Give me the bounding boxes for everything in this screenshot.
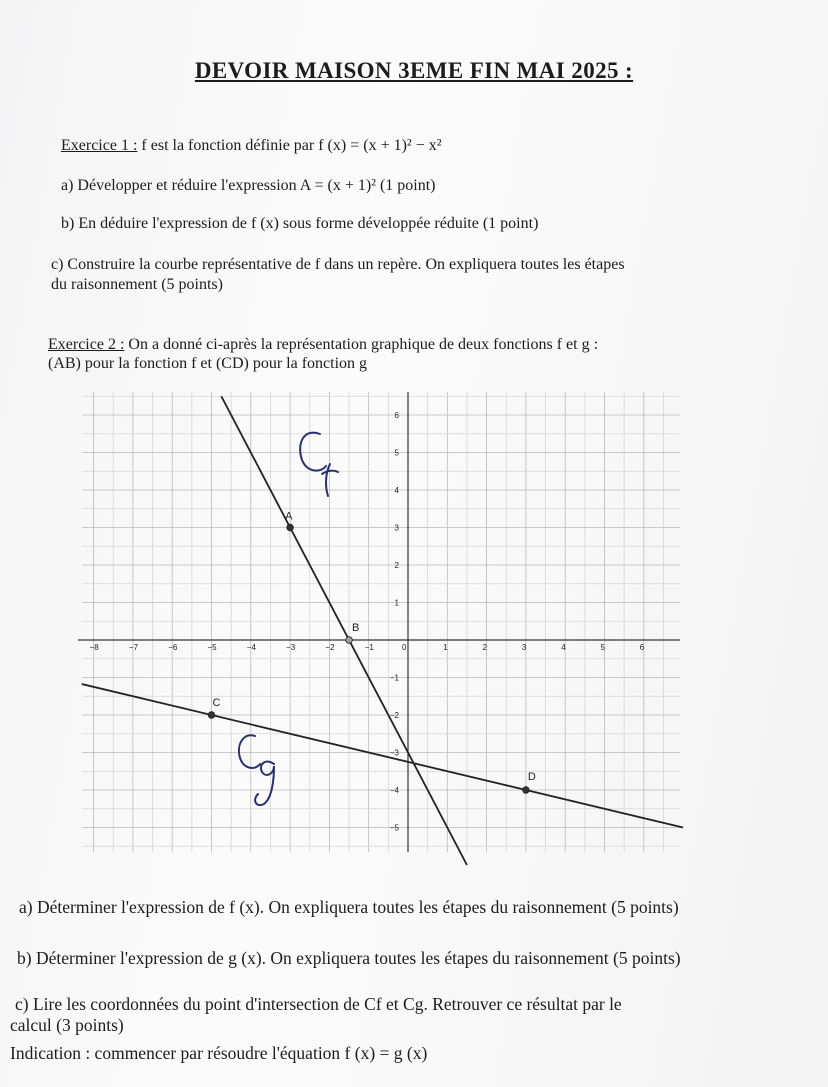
point-label-C: C xyxy=(212,697,221,709)
exercise-2-intro xyxy=(48,336,598,354)
point-D xyxy=(523,787,530,794)
y-tick-label: −5 xyxy=(389,823,399,833)
function-graph xyxy=(0,380,828,890)
exercise-1-label: Exercice 1 : xyxy=(61,137,138,154)
point-label-D: D xyxy=(527,771,536,783)
handwritten-annotations xyxy=(239,433,338,805)
x-tick-label: 4 xyxy=(561,643,566,652)
exercise-1-question-b: b) En déduire l'expression de f (x) sous forme développée réduite (1 point) xyxy=(61,215,539,232)
y-tick-label: 5 xyxy=(394,448,399,458)
point-C xyxy=(208,712,215,719)
point-label-B: B xyxy=(352,622,360,634)
handwritten-Cg-g xyxy=(255,762,274,806)
x-tick-label: 3 xyxy=(521,643,527,652)
x-tick-label: −4 xyxy=(246,643,256,652)
x-tick-label: 2 xyxy=(482,643,488,652)
exercise-2-indication: Indication : commencer par résoudre l'équation f (x) = g (x) xyxy=(10,1043,428,1063)
x-tick-label: 1 xyxy=(443,643,448,652)
exercise-1-statement: f est la fonction définie par f (x) = (x + 1)² − x² xyxy=(141,137,442,154)
exercise-2-question-c-line2: calcul (3 points) xyxy=(10,1015,124,1035)
y-tick-labels xyxy=(390,411,400,833)
x-tick-label: −8 xyxy=(89,643,99,652)
x-tick-label: −2 xyxy=(325,643,335,652)
y-tick-label: 1 xyxy=(394,598,399,608)
point-B xyxy=(346,637,353,644)
handwritten-Cf-C xyxy=(300,433,326,471)
exercise-1-intro xyxy=(61,137,442,155)
exercise-2-label: Exercice 2 : xyxy=(48,336,125,353)
point-A xyxy=(287,524,294,531)
exercise-2-statement: On a donné ci-après la représentation graphique de deux fonctions f et g : xyxy=(128,336,599,353)
x-tick-label: 0 xyxy=(402,643,407,652)
handwritten-Cg-C xyxy=(239,735,260,768)
graph-grid xyxy=(82,392,680,852)
y-tick-label: −2 xyxy=(389,711,399,720)
y-tick-label: −3 xyxy=(389,748,399,758)
y-tick-label: 4 xyxy=(394,486,399,495)
y-tick-label: −1 xyxy=(389,673,399,683)
x-tick-label: 6 xyxy=(639,643,645,652)
x-tick-label: −1 xyxy=(364,643,374,652)
exercise-2-question-b: b) Déterminer l'expression de g (x). On expliquera toutes les étapes du raisonnement (5 points) xyxy=(17,948,681,968)
page-title: DEVOIR MAISON 3EME FIN MAI 2025 : xyxy=(194,58,634,83)
y-tick-label: −4 xyxy=(389,786,399,795)
x-tick-label: 5 xyxy=(600,643,605,652)
x-tick-label: −3 xyxy=(286,643,296,652)
x-tick-label: −5 xyxy=(207,643,217,652)
y-tick-label: 6 xyxy=(394,411,399,420)
point-label-A: A xyxy=(285,510,293,523)
x-tick-label: −7 xyxy=(128,643,139,652)
y-tick-label: 3 xyxy=(394,523,399,533)
exercise-2-intro-line2: (AB) pour la fonction f et (CD) pour la fonction g xyxy=(48,355,368,372)
exercise-2-question-a: a) Déterminer l'expression de f (x). On expliquera toutes les étapes du raisonnement (5 points) xyxy=(19,897,679,917)
exercise-1-question-a: a) Développer et réduire l'expression A = (x + 1)² (1 point) xyxy=(61,177,436,194)
exercise-2-question-c-line1: c) Lire les coordonnées du point d'intersection de Cf et Cg. Retrouver ce résultat par le xyxy=(15,994,622,1014)
exercise-1-question-c-line1: c) Construire la courbe représentative de f dans un repère. On expliquera toutes les étapes xyxy=(51,256,625,273)
y-tick-label: 2 xyxy=(394,561,399,570)
graph-axes xyxy=(78,392,680,852)
x-tick-labels xyxy=(90,643,645,652)
exercise-1-question-c-line2: du raisonnement (5 points) xyxy=(51,276,223,293)
x-tick-label: −6 xyxy=(168,643,178,652)
